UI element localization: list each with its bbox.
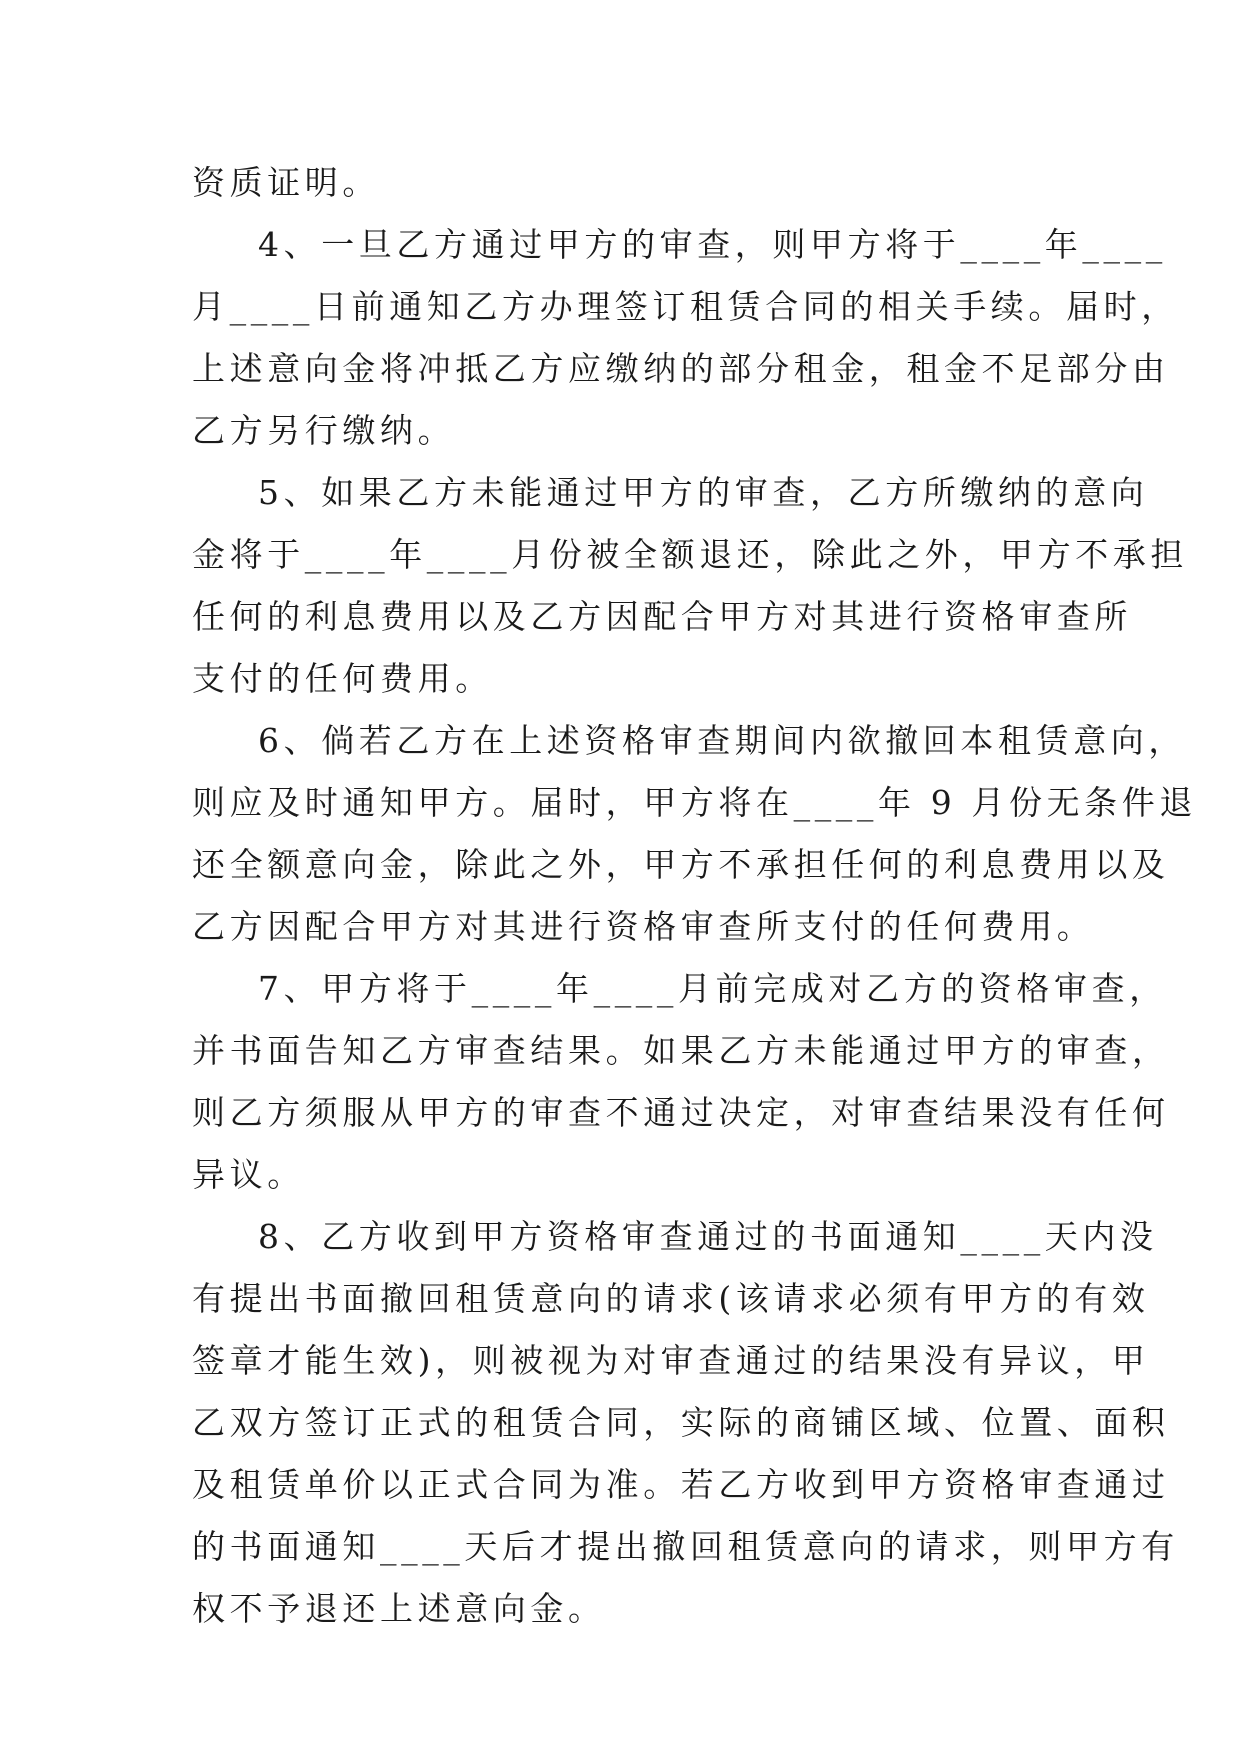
text-line: 月____日前通知乙方办理签订租赁合同的相关手续。届时， [192, 287, 1179, 326]
document-body [192, 152, 1197, 1640]
text-line: 有提出书面撤回租赁意向的请求(该请求必须有甲方的有效 [192, 1279, 1150, 1318]
text-line: 及租赁单价以正式合同为准。若乙方收到甲方资格审查通过 [192, 1465, 1170, 1504]
text-line: 签章才能生效)，则被视为对审查通过的结果没有异议，甲 [192, 1341, 1150, 1380]
text-line: 支付的任何费用。 [192, 659, 493, 698]
text-line: 并书面告知乙方审查结果。如果乙方未能通过甲方的审查， [192, 1031, 1170, 1070]
text-line: 金将于____年____月份被全额退还，除此之外，甲方不承担 [192, 535, 1188, 574]
clause-8-start: 8、乙方收到甲方资格审查通过的书面通知____天内没 [258, 1217, 1158, 1256]
clause-7-start: 7、甲方将于____年____月前完成对乙方的资格审查， [258, 969, 1167, 1008]
text-line: 任何的利息费用以及乙方因配合甲方对其进行资格审查所 [192, 597, 1132, 636]
clause-6-start: 6、倘若乙方在上述资格审查期间内欲撤回本租赁意向， [258, 721, 1186, 760]
text-line: 上述意向金将冲抵乙方应缴纳的部分租金，租金不足部分由 [192, 349, 1170, 388]
text-line: 则乙方须服从甲方的审查不通过决定，对审查结果没有任何 [192, 1093, 1170, 1132]
text-line: 乙双方签订正式的租赁合同，实际的商铺区域、位置、面积 [192, 1403, 1170, 1442]
text-line: 资质证明。 [192, 163, 380, 202]
text-line: 乙方另行缴纳。 [192, 411, 456, 450]
text-line: 乙方因配合甲方对其进行资格审查所支付的任何费用。 [192, 907, 1095, 946]
text-line: 异议。 [192, 1155, 305, 1194]
clause-5-start: 5、如果乙方未能通过甲方的审查，乙方所缴纳的意向 [258, 473, 1149, 512]
text-line: 还全额意向金，除此之外，甲方不承担任何的利息费用以及 [192, 845, 1170, 884]
clause-4-start: 4、一旦乙方通过甲方的审查，则甲方将于____年____ [258, 225, 1167, 264]
text-line: 则应及时通知甲方。届时，甲方将在____年 9 月份无条件退 [192, 783, 1197, 822]
text-line: 权不予退还上述意向金。 [192, 1589, 606, 1628]
text-line: 的书面通知____天后才提出撤回租赁意向的请求，则甲方有 [192, 1527, 1179, 1566]
